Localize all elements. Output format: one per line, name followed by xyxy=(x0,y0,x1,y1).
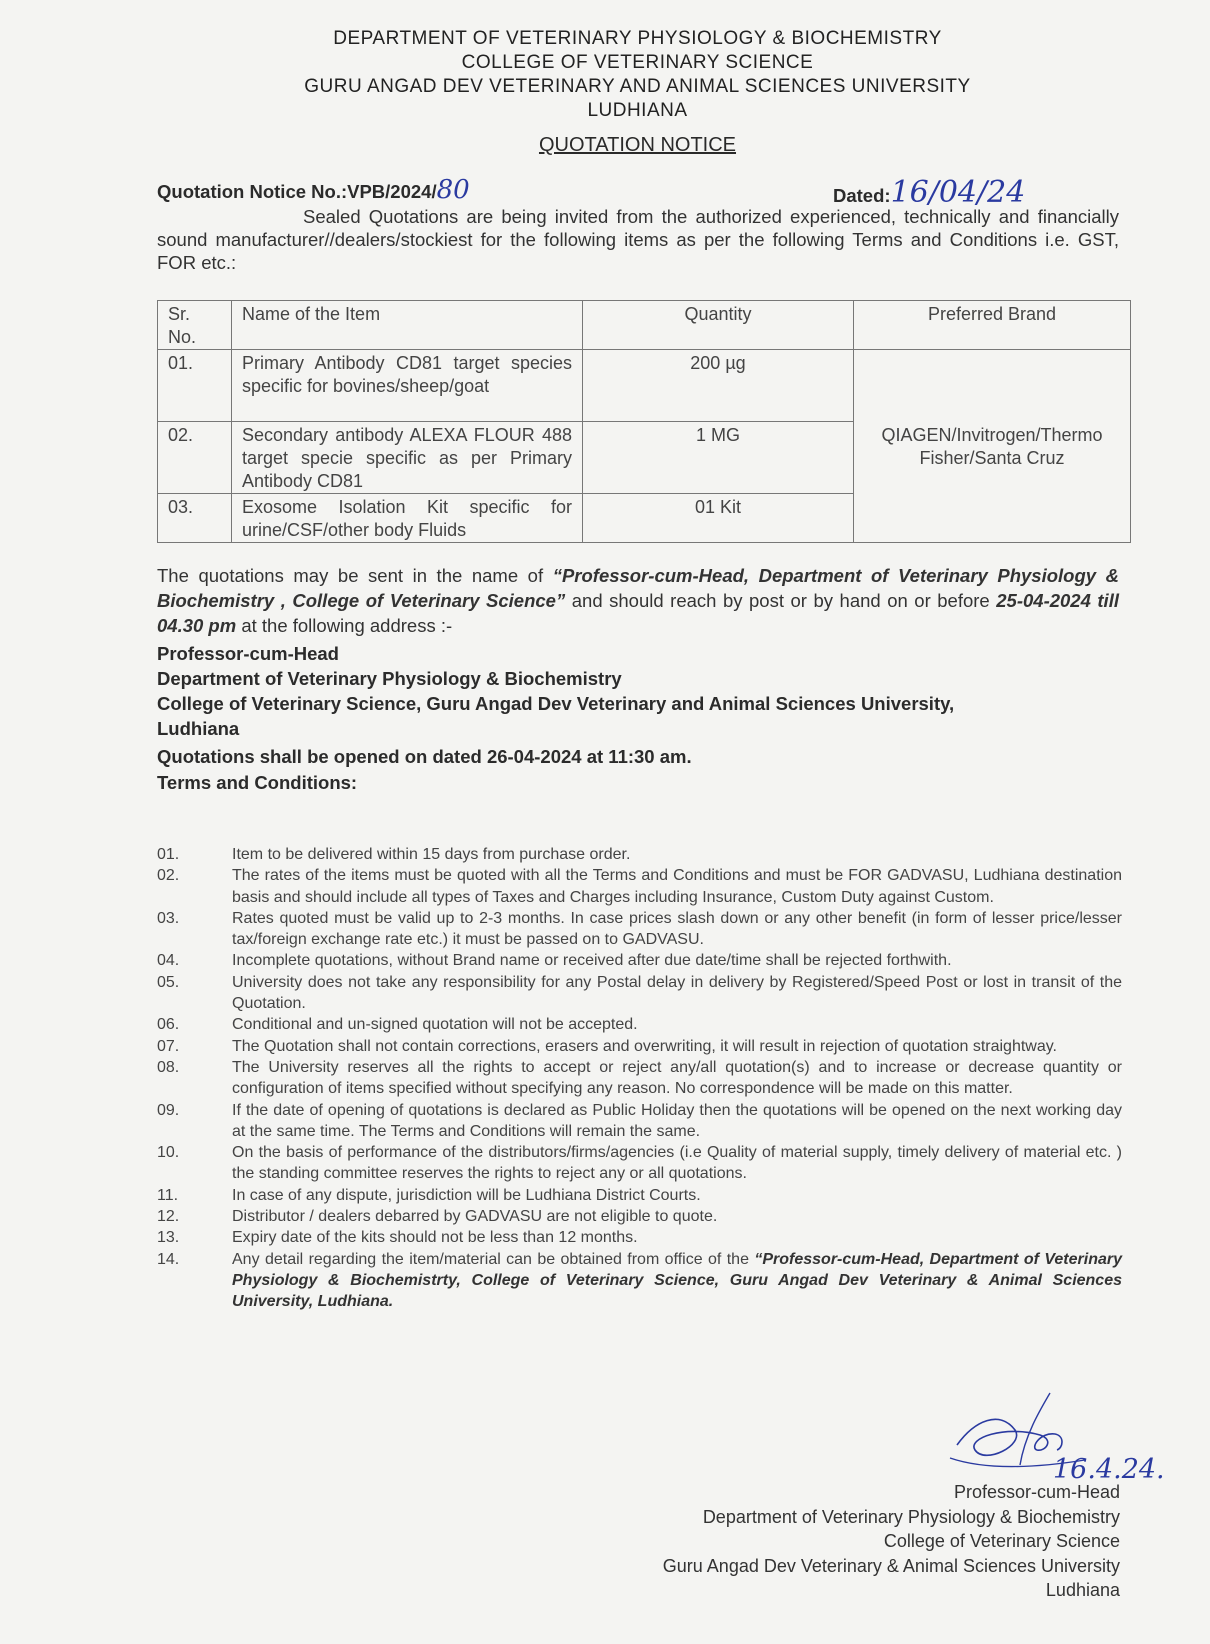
signatory-line: Professor-cum-Head xyxy=(953,1482,1120,1502)
submission-address xyxy=(157,641,954,741)
term-text: On the basis of performance of the distributors/firms/agencies (i.e Quality of material supply, timely delivery of material etc. ) the standing committee reserves the rights to reject any or all quotations. xyxy=(232,1144,1122,1183)
items-table xyxy=(157,300,1131,543)
term-text: The University reserves all the rights to accept or reject any/all quotation(s) and to increase or decrease quantity or configuration of items specified without specifying any reason. No correspondence will be made on this matter. xyxy=(232,1058,1122,1098)
address-line: Department of Veterinary Physiology & Biochemistry xyxy=(157,668,622,689)
header-preferred-brand: Preferred Brand xyxy=(854,301,1131,350)
term-number: 06. xyxy=(157,1016,180,1034)
term-text: Distributor / dealers debarred by GADVASU are not eligible to quote. xyxy=(232,1208,718,1226)
term-text: University does not take any responsibility for any Postal delay in delivery by Registered/Speed Post or lost in transit of the Quotation. xyxy=(232,973,1122,1013)
term-text: Any detail regarding the item/material can be obtained from office of the “Professor-cum-Head, Department of Veterinary Physiology & Biochemistrty, College of Veterinary Science, Guru Angad Dev Veterinary & Animal Sciences University, Ludhiana. xyxy=(232,1250,1123,1311)
term-number: 14. xyxy=(157,1250,180,1268)
table-row xyxy=(158,350,1131,422)
preferred-brand-cell: QIAGEN/Invitrogen/Thermo Fisher/Santa Cruz xyxy=(854,350,1131,543)
signature-mark xyxy=(945,1390,1175,1480)
term-item xyxy=(157,1227,1122,1248)
header-quantity: Quantity xyxy=(583,301,854,350)
term-item xyxy=(157,1014,1122,1035)
term-number: 02. xyxy=(157,867,180,885)
term-item xyxy=(157,950,1122,971)
quotation-number-label: Quotation Notice No.:VPB/2024/ xyxy=(157,181,437,202)
term-item xyxy=(157,908,1122,951)
address-line: Professor-cum-Head xyxy=(157,643,339,664)
term-item xyxy=(157,1249,1122,1313)
opening-date: Quotations shall be opened on dated 26-04-2024 at 11:30 am. xyxy=(157,746,692,767)
signatory-line: Ludhiana xyxy=(1045,1580,1120,1600)
term-text: The rates of the items must be quoted with all the Terms and Conditions and must be FOR GADVASU, Ludhiana destination basis and should include all types of Taxes and Charges including Insurance, Custom Duty against Custom. xyxy=(232,867,1122,906)
term-item xyxy=(157,844,1122,865)
intro-paragraph: Sealed Quotations are being invited from the authorized experienced, technically and financially sound manufacturer//dealers/stockiest for the following items as per the following Terms and Conditions i.e. GST, FOR etc.: xyxy=(157,206,1119,273)
term-item xyxy=(157,1142,1122,1185)
term-number: 04. xyxy=(157,952,180,970)
term-text: Incomplete quotations, without Brand name or received after due date/time shall be rejected forthwith. xyxy=(232,952,952,970)
term-item xyxy=(157,1100,1122,1143)
signatory-line: Department of Veterinary Physiology & Biochemistry xyxy=(702,1506,1120,1527)
term-number: 13. xyxy=(157,1229,180,1247)
term-number: 12. xyxy=(157,1208,180,1226)
date-label: Dated: xyxy=(833,185,891,206)
term-text: In case of any dispute, jurisdiction will be Ludhiana District Courts. xyxy=(232,1186,701,1204)
row-item: Exosome Isolation Kit specific for urine/CSF/other body Fluids xyxy=(232,494,583,543)
term-text: The Quotation shall not contain corrections, erasers and overwriting, it will result in rejection of quotation straightway. xyxy=(232,1037,1057,1055)
signature-date: 16.4.24. xyxy=(1053,1454,1165,1480)
header-item-name: Name of the Item xyxy=(232,301,583,350)
address-line: Ludhiana xyxy=(157,718,240,739)
term-number: 11. xyxy=(157,1186,179,1204)
terms-heading: Terms and Conditions: xyxy=(157,772,358,793)
row-qty: 01 Kit xyxy=(583,494,854,543)
term-number: 08. xyxy=(157,1058,180,1076)
row-sr: 03. xyxy=(158,494,232,543)
terms-list xyxy=(157,844,1122,1313)
date-handwritten: 16/04/24 xyxy=(890,175,1026,210)
term-item xyxy=(157,865,1122,908)
address-line: College of Veterinary Science, Guru Angad Dev Veterinary and Animal Sciences University, xyxy=(157,693,955,714)
term-item xyxy=(157,972,1122,1015)
term-text: Conditional and un-signed quotation will not be accepted. xyxy=(232,1016,638,1034)
quotation-number-handwritten: 80 xyxy=(436,175,470,205)
row-qty: 1 MG xyxy=(583,422,854,494)
signatory-line: College of Veterinary Science xyxy=(883,1531,1120,1551)
term-item xyxy=(157,1057,1122,1100)
term-text: Item to be delivered within 15 days from purchase order. xyxy=(232,846,631,863)
term-number: 10. xyxy=(157,1144,180,1162)
term-number: 05. xyxy=(157,973,180,991)
signatory-block xyxy=(663,1480,1120,1603)
row-item: Primary Antibody CD81 target species specific for bovines/sheep/goat xyxy=(232,350,583,422)
submission-paragraph: The quotations may be sent in the name of “Professor-cum-Head, Department of Veterinary Physiology & Biochemistry , College of Veterinary Science” and should reach by post or by hand on or before 25-04-2024 till 04.30 pm at the following address :- xyxy=(157,565,1119,636)
term-item xyxy=(157,1036,1122,1057)
table-header-row xyxy=(158,301,1131,350)
document-title: QUOTATION NOTICE xyxy=(538,134,737,156)
term-text: Expiry date of the kits should not be less than 12 months. xyxy=(232,1229,638,1247)
header-university: GURU ANGAD DEV VETERINARY AND ANIMAL SCIENCES UNIVERSITY xyxy=(304,76,971,97)
header-city: LUDHIANA xyxy=(587,100,688,121)
term-item xyxy=(157,1185,1122,1206)
term-text: If the date of opening of quotations is declared as Public Holiday then the quotations will be opened on the next working day at the same time. The Terms and Conditions will remain the same. xyxy=(232,1101,1122,1140)
row-sr: 02. xyxy=(158,422,232,494)
row-qty: 200 µg xyxy=(583,350,854,422)
term-item xyxy=(157,1206,1122,1227)
term-number: 09. xyxy=(157,1101,180,1119)
signatory-line: Guru Angad Dev Veterinary & Animal Sciences University xyxy=(662,1555,1120,1576)
term-number: 07. xyxy=(157,1037,180,1055)
header-department: DEPARTMENT OF VETERINARY PHYSIOLOGY & BIOCHEMISTRY xyxy=(333,28,942,49)
term-number: 03. xyxy=(157,909,180,927)
quotation-number xyxy=(157,175,470,205)
header-sr-no: Sr. No. xyxy=(158,301,232,350)
row-sr: 01. xyxy=(158,350,232,422)
opening-info xyxy=(157,744,692,796)
header-college: COLLEGE OF VETERINARY SCIENCE xyxy=(461,52,814,73)
term-number: 01. xyxy=(157,846,180,863)
term-text: Rates quoted must be valid up to 2-3 months. In case prices slash down or any other benefit (in form of lesser price/lesser tax/foreign exchange rate etc.) it must be passed on to GADVASU. xyxy=(232,909,1122,949)
row-item: Secondary antibody ALEXA FLOUR 488 target specie specific as per Primary Antibody CD81 xyxy=(232,422,583,494)
